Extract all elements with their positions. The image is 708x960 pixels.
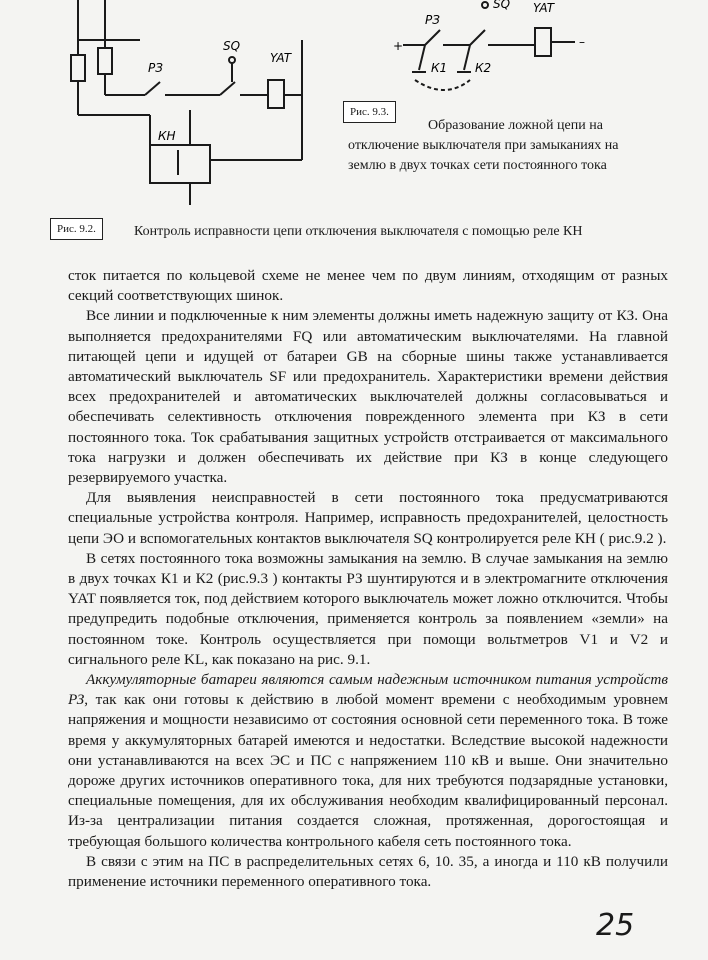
paragraph-4: В сетях постоянного тока возможны замыкания на землю. В случае замыкания на землю в двух точках К1 и К2 (рис.9.3 ) контакты РЗ шунтируются и в электромагните отключения YAT появляется ток, под действием которого выключатель может ложно отключится. Чтобы предупредить подобные отключения, применяется контроль за появлением «земли» на постоянном токе. Контроль осуществляется при помощи вольтметров V1 и V2 и сигнального реле KL, как показано на рис. 9.1. xyxy=(68,549,668,668)
figure-9-3-schematic xyxy=(385,0,605,105)
fig93-label-k1: К1 xyxy=(431,61,448,75)
paragraph-2: Все линии и подключенные к ним элементы должны иметь надежную защиту от КЗ. Она выполняется предохранителями FQ или автоматическим выключателями. На главной питающей цепи и идущей от батареи GB на сборные шины также устанавливается автоматический выключатель SF или предохранитель. Характеристики времени действия всех предохранителей и автоматических выключателей должны согласовываться и обеспечивать селективность отключения поврежденного элемента при КЗ в сети постоянного тока. Ток срабатывания защитных устройств отстраивается от максимального тока нагрузки и должен обеспечивать их действие при КЗ в конце следующего резервируемого участка. xyxy=(68,307,668,487)
paragraph-6: В связи с этим на ПС в распределительных сетях 6, 10. 35, а иногда и 110 кВ получили применение источники переменного оперативного тока. xyxy=(68,852,668,891)
fig93-caption: Образование ложной цепи на отключение выключателя при замыканиях на землю в двух точках сети постоянного тока xyxy=(348,118,619,173)
fig92-label-rz: РЗ xyxy=(148,61,163,75)
fig92-label-sq: SQ xyxy=(223,39,241,53)
fig93-label-yat: YAT xyxy=(533,1,555,15)
fig92-caption: Контроль исправности цепи отключения выключателя с помощью реле КН xyxy=(134,224,583,239)
paragraph-5 xyxy=(68,670,668,852)
paragraph-5-italic: Аккумуляторные батареи являются самым надежным источником питания устройств РЗ xyxy=(68,671,668,709)
paragraph-3: Для выявления неисправностей в сети постоянного тока предусматриваются специальные устройства контроля. Например, исправность предохранителей, целостность цепи ЭО и вспомогательных контактов выключателя SQ контролируется реле КН ( рис.9.2 ). xyxy=(68,489,668,547)
paragraph-1: сток питается по кольцевой схеме не менее чем по двум линиям, отходящим от разных секций соответствующих шинок. xyxy=(68,267,668,305)
paragraph-5-rest: , так как они готовы к действию в любой момент времени с необходимым уровнем напряжения и мощности независимо от состояния основной сети переменного тока. В тоже время у аккумуляторных батарей имеются и недостатки. Вследствие высокой надежности они устанавливаются на всех ЭС и ПС с напряжением 110 кВ и выше. Они значительно дороже других источников оперативного тока, для них требуются подзарядные установки, специальные помещения, для их обслуживания необходим квалифицированный персонал. Из-за централизации питания создается сложная, протяженная, дорогостоящая и требующая большого количества контрольного кабеля сеть постоянного тока. xyxy=(68,691,668,850)
fig92-label-yat: YAT xyxy=(270,51,292,65)
fig93-label-sq: SQ xyxy=(493,0,511,11)
fig93-label-plus: + xyxy=(393,39,404,53)
fig92-label-box: Рис. 9.2. xyxy=(50,218,103,240)
fig93-label-rz: РЗ xyxy=(425,13,440,27)
page-number: 25 xyxy=(596,908,635,943)
fig93-label-k2: К2 xyxy=(475,61,492,75)
fig92-label-kh: КН xyxy=(158,129,176,143)
fig93-label-box: Рис. 9.3. xyxy=(343,101,396,123)
fig93-label-minus: – xyxy=(579,35,585,49)
figure-9-2-schematic xyxy=(40,0,330,210)
body-text xyxy=(68,266,668,892)
